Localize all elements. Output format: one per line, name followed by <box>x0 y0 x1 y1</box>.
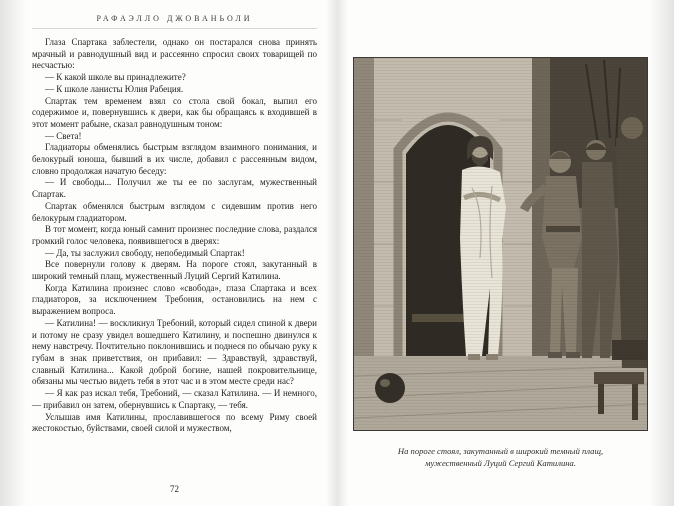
paragraph: — Да, ты заслужил свободу, непобедимый Спартак! <box>45 247 245 258</box>
paragraph: — К какой школе вы принадлежите? <box>45 72 186 83</box>
paragraph: Спартак тем временем взял со стола свой бокал, выпил его содержимое и, повернувшись к двери, как бы обращаясь к входившей в этот момент рабыне, сказал равнодушным тоном: <box>32 95 317 129</box>
paragraph: Гладиаторы обменялись быстрым взглядом взаимного понимания, и белокурый юноша, бывший в их числе, добавил с рассеянным видом, словно продолжая начатую беседу: <box>32 142 317 176</box>
paragraph: Спартак обменялся быстрым взглядом с сидевшим против него белокурым гладиатором. <box>32 200 317 223</box>
illustration-caption: На пороге стоял, закутанный в широкий темный плащ, мужественный Луций Сергий Катилина. <box>397 446 604 468</box>
page-number: 72 <box>170 484 179 494</box>
paragraph: — И свободы... Получил же ты ее по заслугам, мужественный Спартак. <box>32 177 317 200</box>
paragraph: Глаза Спартака заблестели, однако он постарался снова принять мрачный и равнодушный вид и рассеянно спросил своих товарищей по несчастью: <box>32 37 317 71</box>
body-text <box>32 37 317 435</box>
illustration-frame <box>353 57 648 431</box>
running-head: РАФАЭЛЛО ДЖОВАНЬОЛИ <box>32 14 317 29</box>
paragraph: — Я как раз искал тебя, Требоний, — сказал Катилина. — И немного, — прибавил он затем, обернувшись к Спартаку, — тебя. <box>32 388 317 410</box>
right-page <box>337 0 674 506</box>
paragraph: — Света! <box>45 130 82 141</box>
paragraph: — Катилина! — воскликнул Требоний, который сидел спиной к двери и потому не сразу увидел вошедшего Катилину, и поспешно двинулся к нему навстречу. Почтительно поклонившись и поднеся по обычаю руку к губам в знак приветствия, он прибавил: — Здравствуй, здравствуй, славный Катилина... Какой доброй богине, нашей покровительнице, обязаны мы честью видеть тебя в этот час и в этом месте среди нас? <box>32 317 317 387</box>
paragraph: Все повернули голову к дверям. На пороге стоял, закутанный в широкий темный плащ, мужественный Луций Сергий Катилина. <box>32 259 317 282</box>
paragraph: Услышав имя Катилины, прославившегося по всему Риму своей жестокостью, буйствами, своей силой и мужеством, <box>32 411 317 434</box>
paragraph: Когда Катилина произнес слово «свобода», глаза Спартака и всех гладиаторов, за исключением Требония, остановились на нем с выражением вопроса. <box>32 282 317 317</box>
paragraph: — К школе ланисты Юлия Рабеция. <box>45 83 184 94</box>
sphere-prop <box>375 373 405 403</box>
sphere-highlight <box>380 379 390 387</box>
paragraph: В тот момент, когда юный самнит произнес последние слова, раздался громкий голос человека, появившегося в дверях: <box>32 224 317 246</box>
engraving-scene <box>354 58 647 430</box>
